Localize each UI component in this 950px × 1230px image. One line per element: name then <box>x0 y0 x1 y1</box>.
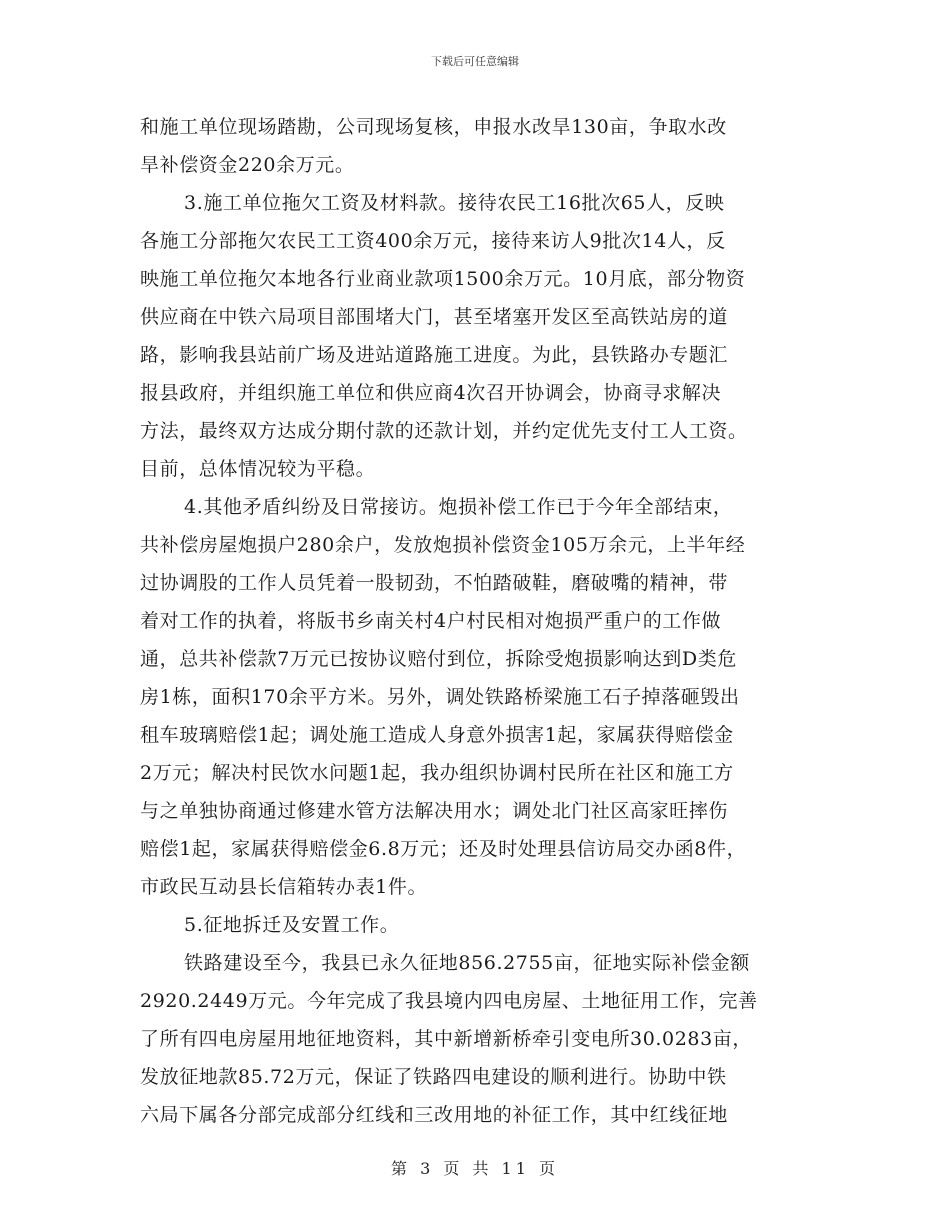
text-line: 和施工单位现场踏勘，公司现场复核，申报水改旱130亩，争取水改 <box>140 116 727 138</box>
text-line: 过协调股的工作人员凭着一股韧劲，不怕踏破鞋，磨破嘴的精神，带 <box>140 572 729 594</box>
document-body <box>140 108 820 1134</box>
text-line: 目前，总体情况较为平稳。 <box>140 458 376 480</box>
text-line: 旱补偿资金220余万元。 <box>140 154 355 176</box>
page-header: 下载后可任意编辑 <box>431 55 519 68</box>
text-line: 供应商在中铁六局项目部围堵大门，甚至堵塞开发区至高铁站房的道 <box>140 306 729 328</box>
text-line: 映施工单位拖欠本地各行业商业款项1500余万元。10月底，部分物资 <box>140 268 746 290</box>
paragraph-heading: 3.施工单位拖欠工资及材料款。接待农民工16批次65人，反映 <box>184 192 725 214</box>
text-line: 共补偿房屋炮损户280余户，发放炮损补偿资金105万余元，上半年经 <box>140 534 746 556</box>
text-line: 房1栋，面积170余平方米。另外，调处铁路桥梁施工石子掉落砸毁出 <box>140 686 740 708</box>
paragraph-heading: 4.其他矛盾纠纷及日常接访。炮损补偿工作已于今年全部结束， <box>184 496 733 518</box>
text-line: 报县政府，并组织施工单位和供应商4次召开协调会，协商寻求解决 <box>140 382 722 404</box>
text-line: 铁路建设至今，我县已永久征地856.2755亩，征地实际补偿金额 <box>184 952 750 974</box>
text-line: 着对工作的执着，将版书乡南关村4户村民相对炮损严重户的工作做 <box>140 610 722 632</box>
text-line: 各施工分部拖欠农民工工资400余万元，接待来访人9批次14人，反 <box>140 230 726 252</box>
text-line: 了所有四电房屋用地征地资料，其中新增新桥牵引变电所30.0283亩， <box>140 1028 752 1050</box>
page-footer: 第 3 页 共 11 页 <box>391 1159 559 1178</box>
text-line: 发放征地款85.72万元，保证了铁路四电建设的顺利进行。协助中铁 <box>140 1066 727 1088</box>
text-line: 租车玻璃赔偿1起；调处施工造成人身意外损害1起，家属获得赔偿金 <box>140 724 734 746</box>
text-line: 通，总共补偿款7万元已按协议赔付到位，拆除受炮损影响达到D类危 <box>140 648 737 670</box>
text-line: 2920.2449万元。今年完成了我县境内四电房屋、土地征用工作，完善 <box>140 990 758 1012</box>
paragraph-heading: 5.征地拆迁及安置工作。 <box>184 914 400 936</box>
text-line: 市政民互动县长信箱转办表1件。 <box>140 876 428 898</box>
text-line: 与之单独协商通过修建水管方法解决用水；调处北门社区高家旺摔伤 <box>140 800 729 822</box>
text-line: 2万元；解决村民饮水问题1起，我办组织协调村民所在社区和施工方 <box>140 762 734 784</box>
text-line: 方法，最终双方达成分期付款的还款计划，并约定优先支付工人工资。 <box>140 420 748 442</box>
text-line: 路，影响我县站前广场及进站道路施工进度。为此，县铁路办专题汇 <box>140 344 729 366</box>
text-line: 六局下属各分部完成部分红线和三改用地的补征工作，其中红线征地 <box>140 1104 729 1126</box>
text-line: 赔偿1起，家属获得赔偿金6.8万元；还及时处理县信访局交办函8件， <box>140 838 747 860</box>
